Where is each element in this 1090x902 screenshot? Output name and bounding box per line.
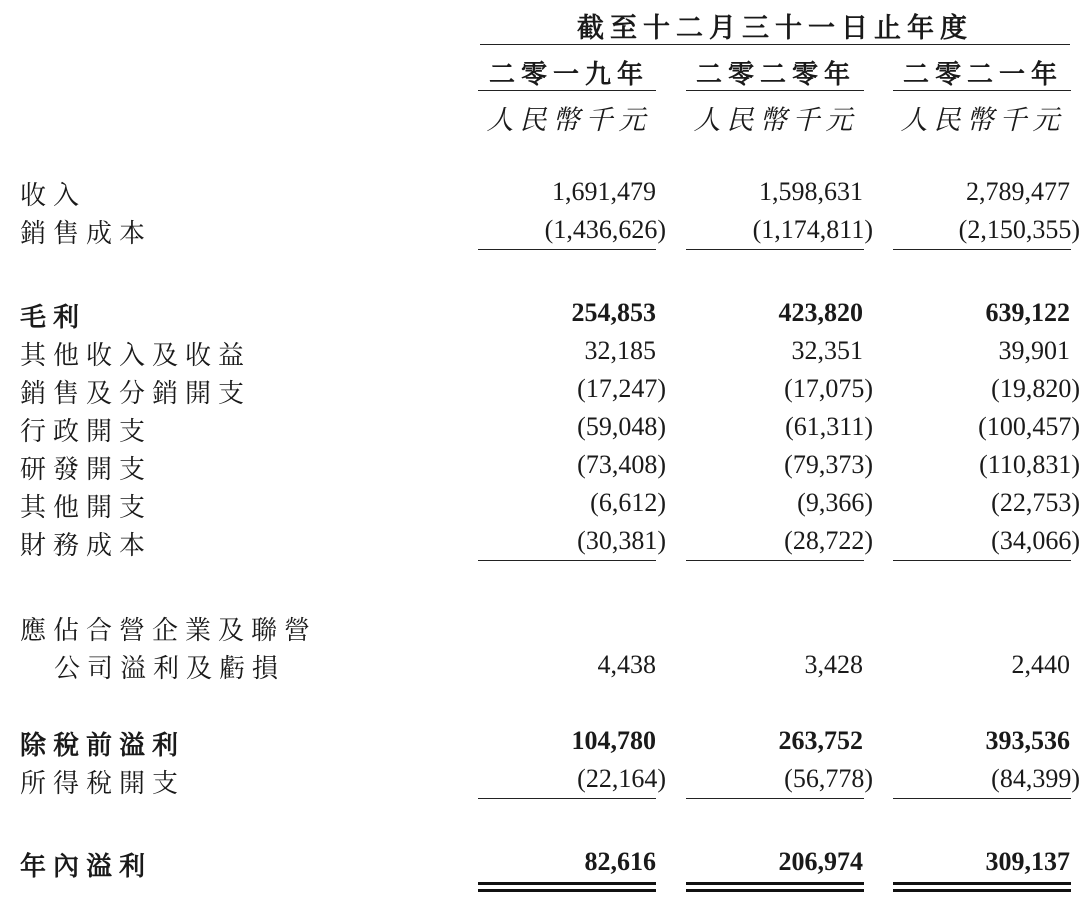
value-rd-expenses-2021: (110,831)	[979, 450, 1080, 479]
row-label-share-of-jv-line1: 應佔合營企業及聯營	[20, 616, 318, 645]
year-rule-2021	[893, 90, 1071, 91]
value-gross-profit-2021: 639,122	[985, 298, 1070, 327]
row-label-revenue: 收入	[20, 181, 87, 210]
year-header-2020: 二零二零年	[695, 60, 856, 89]
header-rule	[480, 44, 1070, 45]
value-cost-of-sales-2021: (2,150,355)	[958, 215, 1080, 244]
subtotal-rule-2-2019	[478, 560, 656, 561]
row-label-finance-costs: 財務成本	[20, 531, 153, 560]
value-selling-expenses-2021: (19,820)	[991, 374, 1080, 403]
row-label-other-expenses: 其他開支	[20, 493, 153, 522]
row-label-gross-profit: 毛利	[20, 303, 87, 332]
subtotal-rule-3-2019	[478, 798, 656, 799]
value-other-income-2021: 39,901	[998, 336, 1070, 365]
value-cost-of-sales-2019: (1,436,626)	[544, 215, 666, 244]
value-admin-expenses-2020: (61,311)	[785, 412, 873, 441]
subtotal-rule-3-2021	[893, 798, 1071, 799]
value-profit-for-year-2019: 82,616	[584, 847, 656, 876]
value-other-expenses-2020: (9,366)	[797, 488, 873, 517]
row-label-rd-expenses: 研發開支	[20, 455, 153, 484]
year-rule-2020	[686, 90, 864, 91]
value-gross-profit-2019: 254,853	[571, 298, 656, 327]
value-other-income-2020: 32,351	[791, 336, 863, 365]
row-label-other-income: 其他收入及收益	[20, 341, 252, 370]
year-rule-2019	[478, 90, 656, 91]
value-revenue-2020: 1,598,631	[759, 177, 863, 206]
value-other-expenses-2021: (22,753)	[991, 488, 1080, 517]
value-profit-for-year-2021: 309,137	[985, 847, 1070, 876]
value-profit-for-year-2020: 206,974	[778, 847, 863, 876]
value-revenue-2021: 2,789,477	[966, 177, 1070, 206]
year-header-2021: 二零二一年	[902, 60, 1063, 89]
subtotal-rule-2-2021	[893, 560, 1071, 561]
value-profit-before-tax-2019: 104,780	[571, 726, 656, 755]
row-label-cost-of-sales: 銷售成本	[20, 219, 153, 248]
value-share-of-jv-2021: 2,440	[1011, 650, 1070, 679]
value-finance-costs-2021: (34,066)	[991, 526, 1080, 555]
total-double-rule-2019	[478, 882, 656, 892]
unit-header-2021: 人民幣千元	[900, 105, 1066, 135]
subtotal-rule-1-2021	[893, 249, 1071, 250]
value-other-income-2019: 32,185	[584, 336, 656, 365]
year-header-2019: 二零一九年	[488, 60, 649, 89]
subtotal-rule-3-2020	[686, 798, 864, 799]
row-label-income-tax: 所得稅開支	[20, 769, 186, 798]
value-profit-before-tax-2020: 263,752	[778, 726, 863, 755]
value-gross-profit-2020: 423,820	[778, 298, 863, 327]
value-share-of-jv-2020: 3,428	[804, 650, 863, 679]
subtotal-rule-1-2020	[686, 249, 864, 250]
period-title: 截至十二月三十一日止年度	[577, 13, 973, 43]
value-selling-expenses-2019: (17,247)	[577, 374, 666, 403]
value-profit-before-tax-2021: 393,536	[985, 726, 1070, 755]
row-label-profit-for-year: 年內溢利	[20, 852, 153, 881]
value-finance-costs-2020: (28,722)	[784, 526, 873, 555]
row-label-admin-expenses: 行政開支	[20, 417, 153, 446]
value-income-tax-2019: (22,164)	[577, 764, 666, 793]
value-share-of-jv-2019: 4,438	[597, 650, 656, 679]
value-finance-costs-2019: (30,381)	[577, 526, 666, 555]
value-admin-expenses-2019: (59,048)	[577, 412, 666, 441]
row-label-share-of-jv-line2: 公司溢利及虧損	[54, 654, 286, 683]
total-double-rule-2021	[893, 882, 1071, 892]
value-other-expenses-2019: (6,612)	[590, 488, 666, 517]
row-label-profit-before-tax: 除稅前溢利	[20, 731, 186, 760]
value-income-tax-2020: (56,778)	[784, 764, 873, 793]
value-rd-expenses-2019: (73,408)	[577, 450, 666, 479]
unit-header-2020: 人民幣千元	[693, 105, 859, 135]
value-income-tax-2021: (84,399)	[991, 764, 1080, 793]
unit-header-2019: 人民幣千元	[486, 105, 652, 135]
value-admin-expenses-2021: (100,457)	[978, 412, 1080, 441]
subtotal-rule-2-2020	[686, 560, 864, 561]
total-double-rule-2020	[686, 882, 864, 892]
row-label-selling-expenses: 銷售及分銷開支	[20, 379, 252, 408]
value-revenue-2019: 1,691,479	[552, 177, 656, 206]
value-rd-expenses-2020: (79,373)	[784, 450, 873, 479]
value-selling-expenses-2020: (17,075)	[784, 374, 873, 403]
subtotal-rule-1-2019	[478, 249, 656, 250]
value-cost-of-sales-2020: (1,174,811)	[752, 215, 873, 244]
